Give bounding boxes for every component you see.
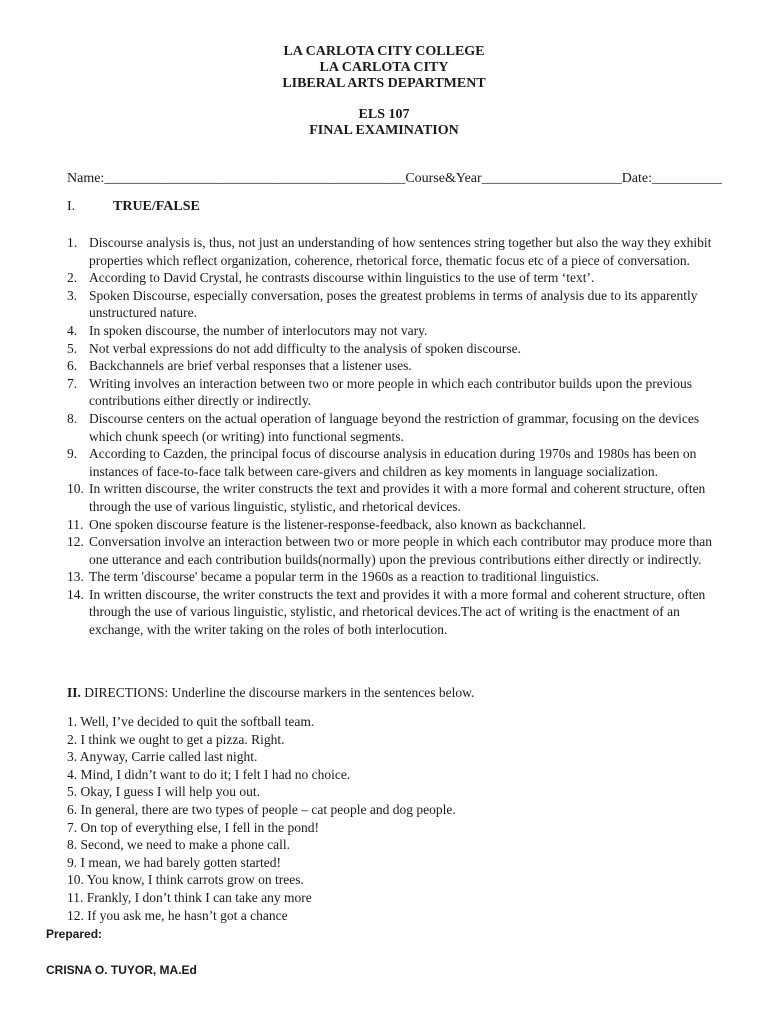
tf-item [67, 357, 727, 375]
name-label: Name: [67, 171, 105, 186]
department-name: LIBERAL ARTS DEPARTMENT [282, 76, 486, 91]
tf-item [67, 445, 727, 480]
tf-item-text: Not verbal expressions do not add difficulty to the analysis of spoken discourse. [89, 340, 522, 356]
section-1-title: TRUE/FALSE [113, 199, 200, 214]
tf-item [67, 287, 727, 322]
course-year-label: Course&Year [405, 171, 482, 186]
section-1-numeral: I. [67, 199, 76, 214]
section-2-numeral: II. [67, 685, 81, 700]
date-blank: __________ [652, 171, 723, 186]
tf-item-text: The term 'discourse' became a popular term in the 1960s as a reaction to traditional linguistics. [89, 569, 600, 585]
name-blank: ___________________________________________ [104, 171, 406, 186]
tf-item-number: 3. [67, 287, 78, 303]
tf-item [67, 533, 727, 568]
tf-item [67, 322, 727, 340]
city-name: LA CARLOTA CITY [319, 60, 449, 75]
sentence-item: 7. On top of everything else, I fell in the pond! [67, 819, 319, 835]
tf-item-number: 5. [67, 340, 78, 356]
tf-item [67, 480, 727, 515]
tf-item-number: 13. [67, 569, 84, 585]
tf-item [67, 568, 727, 586]
tf-item-text: According to David Crystal, he contrasts discourse within linguistics to the use of term ‘text’. [89, 270, 595, 286]
sentence-item: 3. Anyway, Carrie called last night. [67, 749, 258, 765]
date-label: Date: [621, 171, 653, 186]
tf-item-text: Discourse centers on the actual operation of language beyond the restriction of grammar, focusing on the devices which chunk speech (or writing) into functional segments. [89, 410, 700, 444]
course-code: ELS 107 [358, 107, 410, 122]
tf-item-text: In written discourse, the writer constructs the text and provides it with a more formal and coherent structure, often through the use of various linguistic, stylistic, and rhetorical devices. [89, 481, 706, 514]
tf-item-text: Discourse analysis is, thus, not just an understanding of how sentences string together but also the way they exhibit properties which reflect organization, coherence, rhetorical force, thematic focus etc of a piece of conversation. [89, 235, 712, 268]
tf-item-text: In written discourse, the writer constructs the text and provides it with a more formal and coherent structure, often through the use of various linguistic, stylistic, and rhetorical devices.The act of writing is the enactment of an exchange, with the writer taking on the roles of both interlocution. [89, 586, 706, 638]
sentence-item: 12. If you ask me, he hasn’t got a chance [67, 907, 288, 923]
discourse-marker-list [67, 713, 727, 924]
document-header [0, 44, 768, 139]
section-2-directions: DIRECTIONS: Underline the discourse markers in the sentences below. [84, 685, 475, 700]
tf-item-number: 12. [67, 534, 84, 550]
tf-item-number: 2. [67, 270, 78, 286]
sentence-item: 5. Okay, I guess I will help you out. [67, 784, 260, 800]
tf-item [67, 516, 727, 534]
tf-item [67, 410, 727, 445]
tf-item [67, 234, 727, 269]
tf-item-number: 10. [67, 481, 84, 497]
tf-item-number: 6. [67, 358, 78, 374]
college-name: LA CARLOTA CITY COLLEGE [283, 44, 485, 59]
sentence-item: 10. You know, I think carrots grow on trees. [67, 872, 304, 888]
true-false-list [67, 234, 727, 639]
prepared-label: Prepared: [46, 927, 103, 941]
tf-item-number: 9. [67, 446, 78, 462]
sentence-item: 1. Well, I’ve decided to quit the softball team. [67, 714, 315, 729]
section-1-heading [67, 199, 200, 215]
course-year-blank: ____________________ [481, 171, 622, 186]
tf-item [67, 269, 727, 287]
tf-item-number: 7. [67, 375, 78, 391]
sentence-item: 9. I mean, we had barely gotten started! [67, 854, 282, 870]
tf-item-text: In spoken discourse, the number of interlocutors may not vary. [89, 322, 428, 338]
tf-item [67, 586, 727, 639]
tf-item-text: Backchannels are brief verbal responses that a listener uses. [89, 358, 412, 374]
tf-item-text: Spoken Discourse, especially conversation, poses the greatest problems in terms of analysis due to its apparently unstructured nature. [89, 287, 698, 321]
sentence-item: 8. Second, we need to make a phone call. [67, 837, 291, 853]
sentence-item: 11. Frankly, I don’t think I can take any more [67, 889, 312, 905]
preparer-name: CRISNA O. TUYOR, MA.Ed [46, 963, 197, 977]
tf-item [67, 375, 727, 410]
tf-item-number: 1. [67, 235, 78, 250]
tf-item-number: 14. [67, 586, 84, 602]
tf-item-text: One spoken discourse feature is the listener-response-feedback, also known as backchannel. [89, 516, 586, 532]
section-2-heading [67, 685, 727, 701]
tf-item-text: According to Cazden, the principal focus of discourse analysis in education during 1970s and 1980s has been on instances of face-to-face talk between care-givers and children as key moments in language socialization. [89, 446, 697, 479]
tf-item-text: Conversation involve an interaction between two or more people in which each contributor may produce more than one utterance and each contribution builds(normally) upon the previous contributions either directly or indirectly. [89, 534, 713, 567]
exam-title: FINAL EXAMINATION [309, 123, 459, 138]
sentence-item: 6. In general, there are two types of people – cat people and dog people. [67, 801, 456, 817]
tf-item-text: Writing involves an interaction between two or more people in which each contributor builds upon the previous contributions either directly or indirectly. [89, 375, 693, 409]
sentence-item: 2. I think we ought to get a pizza. Right. [67, 731, 285, 747]
tf-item-number: 11. [67, 516, 84, 532]
student-info-line [67, 171, 727, 187]
sentence-item: 4. Mind, I didn’t want to do it; I felt I had no choice. [67, 766, 351, 782]
tf-item [67, 340, 727, 358]
tf-item-number: 4. [67, 322, 78, 338]
tf-item-number: 8. [67, 410, 78, 426]
